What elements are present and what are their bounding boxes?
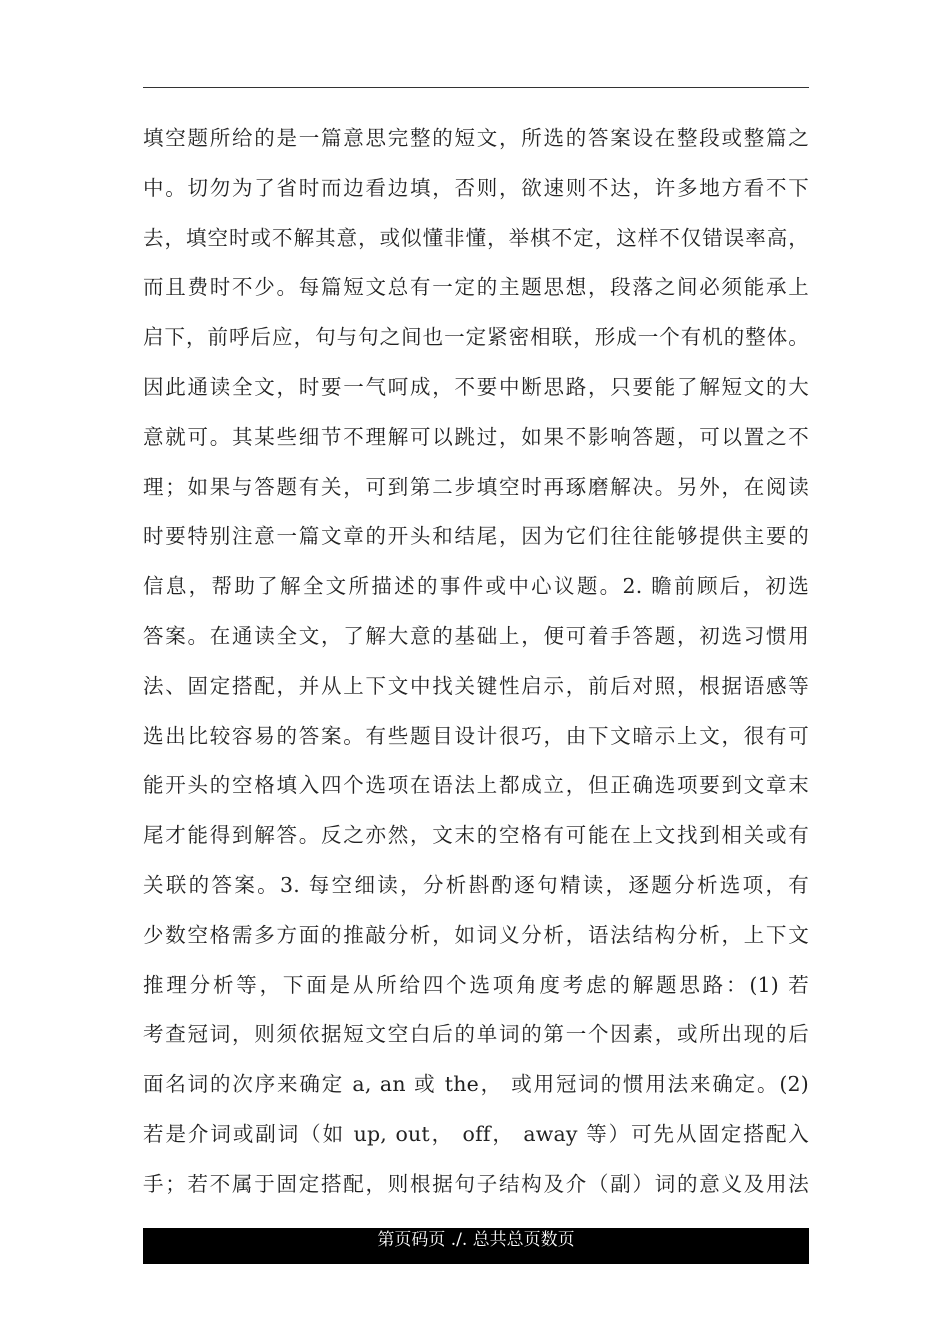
text-line: 关联的答案。3. 每空细读，分析斟酌逐句精读，逐题分析选项，有 <box>143 872 809 897</box>
text-line: 去，填空时或不解其意，或似懂非懂，举棋不定，这样不仅错误率高， <box>143 225 809 250</box>
text-line: 信息，帮助了解全文所描述的事件或中心议题。2. 瞻前顾后，初选 <box>143 574 809 599</box>
header-rule <box>143 87 809 88</box>
text-line: 推理分析等，下面是从所给四个选项角度考虑的解题思路：(1) 若 <box>143 972 809 997</box>
page-footer <box>143 1228 809 1264</box>
text-line: 答案。在通读全文，了解大意的基础上，便可着手答题，初选习惯用 <box>143 623 809 648</box>
text-line: 中。切勿为了省时而边看边填，否则，欲速则不达，许多地方看不下 <box>143 175 809 200</box>
text-line: 理；如果与答题有关，可到第二步填空时再琢磨解决。另外，在阅读 <box>143 474 809 499</box>
text-line: 意就可。其某些细节不理解可以跳过，如果不影响答题，可以置之不 <box>143 424 809 449</box>
text-line: 因此通读全文，时要一气呵成，不要中断思路，只要能了解短文的大 <box>143 374 809 399</box>
text-line: 启下，前呼后应，句与句之间也一定紧密相联，形成一个有机的整体。 <box>143 325 809 350</box>
text-line: 若是介词或副词（如 up, out， off， away 等）可先从固定搭配入 <box>143 1121 809 1146</box>
text-line: 考查冠词，则须依据短文空白后的单词的第一个因素，或所出现的后 <box>143 1022 809 1047</box>
text-line: 填空题所给的是一篇意思完整的短文，所选的答案设在整段或整篇之 <box>143 126 809 150</box>
text-line: 手；若不属于固定搭配，则根据句子结构及介（副）词的意义及用法 <box>143 1171 809 1196</box>
document-body <box>143 114 809 1210</box>
text-line: 面名词的次序来确定 a, an 或 the， 或用冠词的惯用法来确定。(2) <box>143 1072 809 1097</box>
text-line: 少数空格需多方面的推敲分析，如词义分析，语法结构分析，上下文 <box>143 922 809 947</box>
text-line: 而且费时不少。每篇短文总有一定的主题思想，段落之间必须能承上 <box>143 275 809 300</box>
text-line: 能开头的空格填入四个选项在语法上都成立，但正确选项要到文章末 <box>143 773 809 798</box>
text-line: 选出比较容易的答案。有些题目设计很巧，由下文暗示上文，很有可 <box>143 723 809 748</box>
text-line: 法、固定搭配，并从上下文中找关键性启示，前后对照，根据语感等 <box>143 673 809 698</box>
page-number-label: 第页码页 ./. 总共总页数页 <box>377 1230 575 1250</box>
text-line: 时要特别注意一篇文章的开头和结尾，因为它们往往能够提供主要的 <box>143 524 809 549</box>
text-line: 尾才能得到解答。反之亦然，文末的空格有可能在上文找到相关或有 <box>143 823 809 848</box>
